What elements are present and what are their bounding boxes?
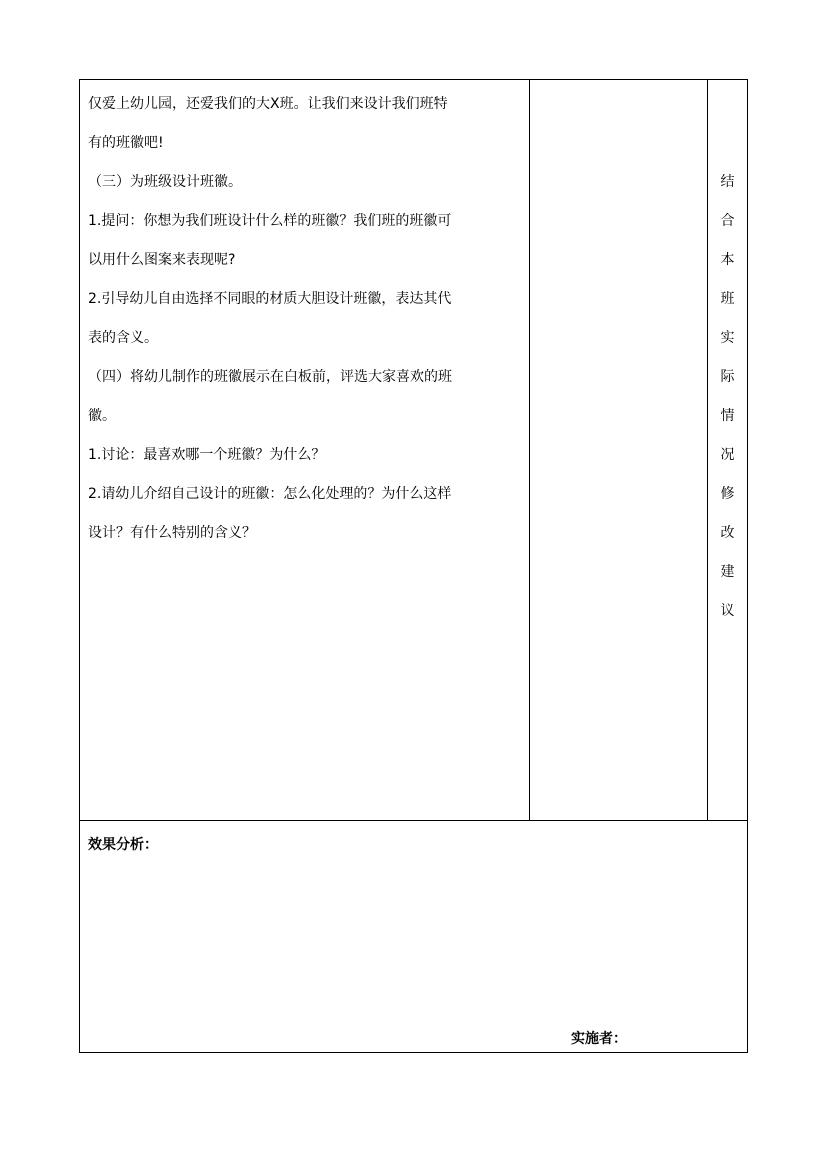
notes-cell xyxy=(530,80,708,820)
lesson-line: 2.引导幼儿自由选择不同眼的材质大胆设计班徽，表达其代 xyxy=(88,291,452,307)
side-note-char: 情 xyxy=(720,408,735,424)
side-note-char: 际 xyxy=(720,369,735,385)
lesson-line: （四）将幼儿制作的班徽展示在白板前，评选大家喜欢的班 xyxy=(88,369,452,385)
side-note-char: 改 xyxy=(720,525,735,541)
lesson-line: （三）为班级设计班徽。 xyxy=(88,174,242,190)
implementer-label: 实施者： xyxy=(571,1031,627,1047)
lesson-line: 表的含义。 xyxy=(88,330,158,346)
lesson-line: 1.讨论：最喜欢哪一个班徽？为什么？ xyxy=(88,447,326,463)
lesson-content-row xyxy=(80,80,747,821)
side-note-char: 结 xyxy=(720,174,735,190)
lesson-process-cell xyxy=(80,80,530,820)
side-note-char: 建 xyxy=(720,564,735,580)
side-note-char: 合 xyxy=(720,213,735,229)
lesson-line: 2.请幼儿介绍自己设计的班徽：怎么化处理的？为什么这样 xyxy=(88,486,452,502)
side-note-char: 班 xyxy=(720,291,735,307)
side-note-char: 本 xyxy=(720,252,735,268)
side-note-char: 况 xyxy=(720,447,735,463)
side-note-char: 议 xyxy=(720,603,735,619)
lesson-line: 以用什么图案来表现呢? xyxy=(88,252,236,268)
side-note-char: 修 xyxy=(720,486,735,502)
effect-analysis-label: 效果分析： xyxy=(88,837,158,853)
lesson-line: 1.提问：你想为我们班设计什么样的班徽？我们班的班徽可 xyxy=(88,213,452,229)
lesson-table xyxy=(79,79,748,1053)
side-note-char: 实 xyxy=(720,330,735,346)
revision-suggestion-cell xyxy=(708,80,747,820)
lesson-line: 徽。 xyxy=(88,408,116,424)
lesson-line: 设计？有什么特别的含义？ xyxy=(88,525,256,541)
effect-analysis-row xyxy=(80,821,747,1052)
lesson-line: 有的班徽吧! xyxy=(88,135,164,151)
lesson-line: 仅爱上幼儿园，还爱我们的大X班。让我们来设计我们班特 xyxy=(88,96,448,112)
